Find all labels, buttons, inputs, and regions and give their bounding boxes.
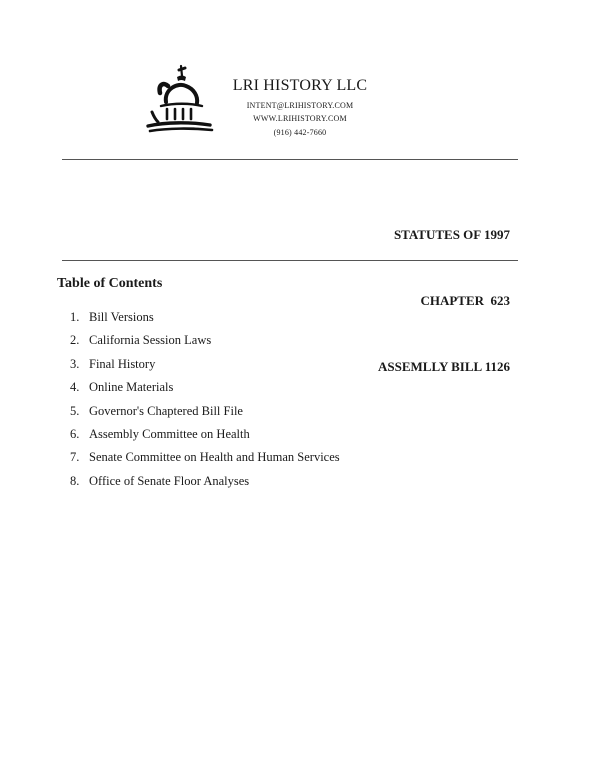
statute-block [378, 180, 510, 400]
toc-item[interactable] [70, 376, 340, 399]
toc-title: Table of Contents [57, 276, 163, 291]
company-info [220, 76, 380, 139]
toc-item-label: Assembly Committee on Health [89, 427, 250, 442]
toc-item-number: 1. [70, 310, 80, 324]
toc-item-number: 7. [70, 450, 80, 465]
company-email: INTENT@LRIHISTORY.COM [246, 101, 354, 110]
company-website: WWW.LRIHISTORY.COM [253, 114, 347, 123]
toc-item-number: 8. [70, 473, 80, 488]
toc-item-label: Online Materials [89, 380, 174, 395]
toc-item[interactable] [70, 306, 340, 329]
toc-item[interactable] [70, 329, 340, 352]
toc-item-number: 5. [70, 403, 80, 418]
toc-item[interactable] [70, 423, 340, 446]
statute-year: STATUTES OF 1997 [393, 227, 510, 242]
capitol-dome-icon [144, 62, 216, 140]
toc-item-number: 4. [70, 380, 80, 395]
statute-chapter: CHAPTER 623 [420, 293, 510, 308]
toc-item-label: Governor's Chaptered Bill File [89, 403, 243, 418]
toc-item-number: 3. [70, 356, 80, 371]
statute-bill: ASSEMLLY BILL 1126 [378, 359, 510, 374]
toc-item-label: Senate Committee on Health and Human Services [89, 450, 340, 465]
toc-item-label: Office of Senate Floor Analyses [89, 473, 250, 488]
toc-item-label: Final History [89, 356, 156, 371]
statute-divider [62, 260, 518, 261]
toc-item[interactable] [70, 400, 340, 423]
company-name: LRI HISTORY LLC [232, 77, 368, 94]
toc-list [70, 306, 340, 493]
toc-item-label: California Session Laws [89, 333, 212, 348]
toc-item-label: Bill Versions [89, 310, 154, 324]
toc-item[interactable] [70, 470, 340, 493]
toc-item-number: 2. [70, 333, 80, 348]
toc-item-number: 6. [70, 427, 80, 442]
toc-item[interactable] [70, 446, 340, 469]
header-divider [62, 159, 518, 160]
toc-item[interactable] [70, 353, 340, 376]
company-phone: (916) 442-7660 [273, 128, 327, 137]
